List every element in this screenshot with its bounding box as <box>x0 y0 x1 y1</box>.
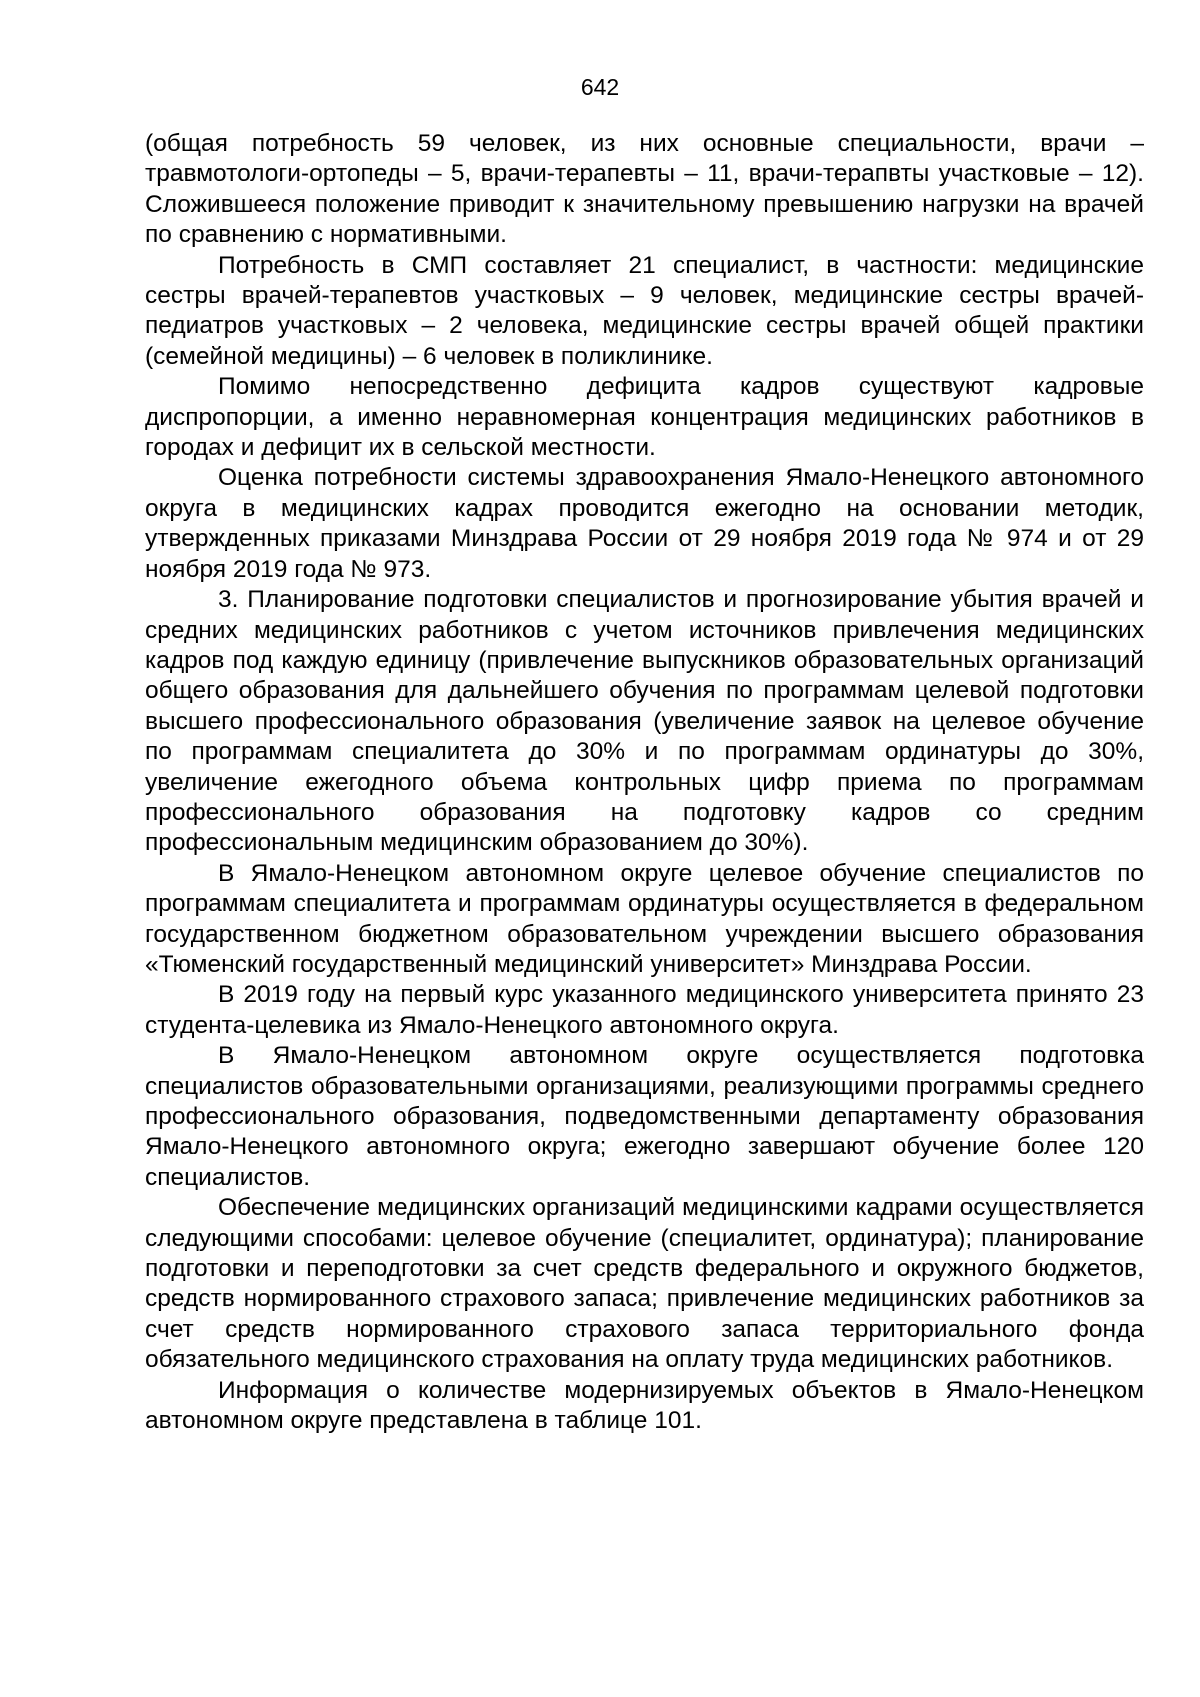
paragraph-secondary-education: В Ямало-Ненецком автономном округе осуществляется подготовка специалистов образовательными организациями, реализующими программы среднего профессионального образования, подведомственными департаменту образования Ямало-Ненецкого автономного округа; ежегодно завершают обучение более 120 специалистов. <box>145 1042 1144 1191</box>
paragraph-staffing-methods: Обеспечение медицинских организаций медицинскими кадрами осуществляется следующими способами: целевое обучение (специалитет, ординатура); планирование подготовки и переподготовки за счет средств федерального и окружного бюджетов, средств нормированного страхового запаса; привлечение медицинских работников за счет средств нормированного страхового запаса территориального фонда обязательного медицинского страхования на оплату труда медицинских работников. <box>145 1194 1144 1374</box>
paragraph-continued-need: (общая потребность 59 человек, из них основные специальности, врачи – травмотологи-ортопеды – 5, врачи-терапевты – 11, врачи-терапвты участковые – 12). Сложившееся положение приводит к значительному превышению нагрузки на врачей по сравнению с нормативными. <box>145 130 1144 249</box>
paragraph-staff-disproportions: Помимо непосредственно дефицита кадров существуют кадровые диспропорции, а именно неравномерная концентрация медицинских работников в городах и дефицит их в сельской местности. <box>145 373 1144 462</box>
paragraph-nursing-need: Потребность в СМП составляет 21 специалист, в частности: медицинские сестры врачей-терапевтов участковых – 9 человек, медицинские сестры врачей-педиатров участковых – 2 человека, медицинские сестры врачей общей практики (семейной медицины) – 6 человек в поликлинике. <box>145 251 1144 370</box>
document-body <box>145 129 1144 1436</box>
paragraph-training-planning: 3. Планирование подготовки специалистов и прогнозирование убытия врачей и средних медицинских работников с учетом источников привлечения медицинских кадров под каждую единицу (привлечение выпускников образовательных организаций общего образования для дальнейшего обучения по программам целевой подготовки высшего профессионального образования (увеличение заявок на целевое обучение по программам специалитета до 30% и по программам ординатуры до 30%, увеличение ежегодного объема контрольных цифр приема по программам профессионального образования на подготовку кадров со средним профессиональным медицинским образованием до 30%). <box>145 586 1144 857</box>
paragraph-needs-assessment: Оценка потребности системы здравоохранения Ямало-Ненецкого автономного округа в медицинских кадрах проводится ежегодно на основании методик, утвержденных приказами Минздрава России от 29 ноября 2019 года № 974 и от 29 ноября 2019 года № 973. <box>145 464 1144 583</box>
paragraph-targeted-training: В Ямало-Ненецком автономном округе целевое обучение специалистов по программам специалитета и программам ординатуры осуществляется в федеральном государственном бюджетном образовательном учреждении высшего образования «Тюменский государственный медицинский университет» Минздрава России. <box>145 859 1144 978</box>
paragraph-2019-admissions: В 2019 году на первый курс указанного медицинского университета принято 23 студента-целевика из Ямало-Ненецкого автономного округа. <box>145 981 1144 1039</box>
page-number: 642 <box>580 74 620 100</box>
paragraph-modernized-facilities: Информация о количестве модернизируемых объектов в Ямало-Ненецком автономном округе представлена в таблице 101. <box>145 1376 1144 1435</box>
